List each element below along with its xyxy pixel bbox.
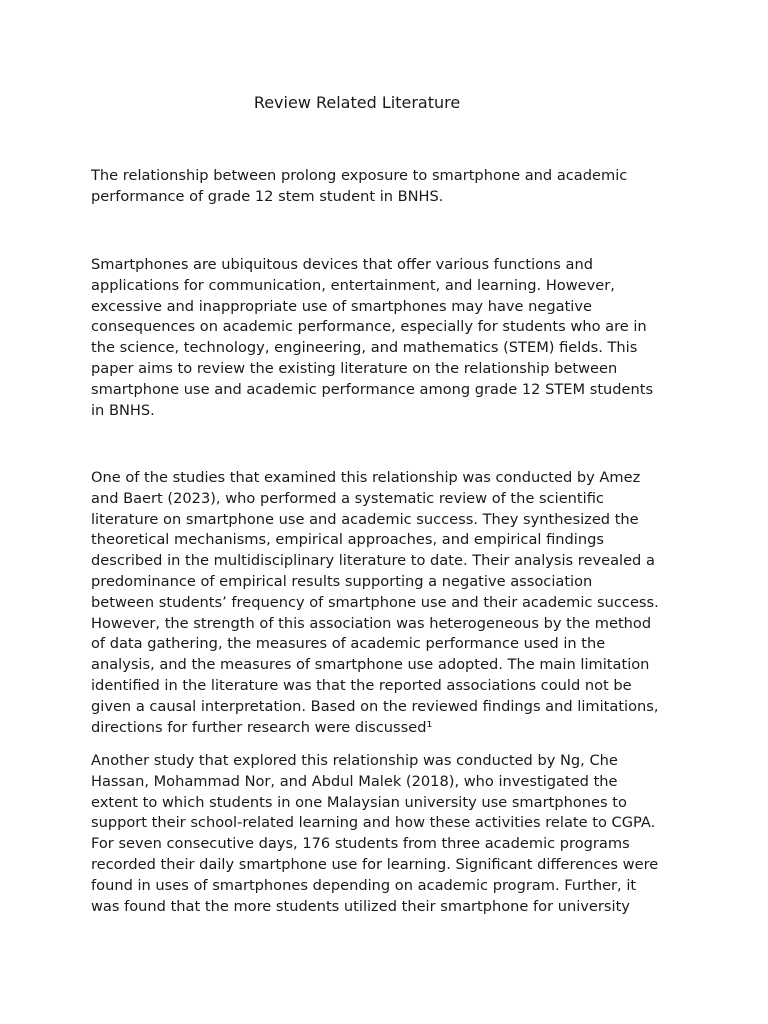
- text-line: given a causal interpretation. Based on the reviewed findings and limitations,: [91, 697, 659, 715]
- text-line: was found that the more students utilized their smartphone for university: [91, 897, 630, 915]
- text-line: Another study that explored this relationship was conducted by Ng, Che: [91, 752, 618, 769]
- text-line: The relationship between prolong exposure to smartphone and academic: [91, 167, 628, 184]
- paragraph-introduction: [91, 255, 691, 421]
- paragraph-topic: [91, 166, 691, 208]
- text-line: However, the strength of this association was heterogeneous by the method: [91, 614, 652, 632]
- text-line: of data gathering, the measures of academic performance used in the: [91, 635, 606, 653]
- text-line: extent to which students in one Malaysian university use smartphones to: [91, 793, 627, 811]
- text-line: applications for communication, entertainment, and learning. However,: [91, 276, 615, 294]
- text-line: directions for further research were discussed¹: [91, 718, 433, 736]
- text-line: consequences on academic performance, especially for students who are in: [91, 318, 647, 336]
- text-line: Hassan, Mohammad Nor, and Abdul Malek (2018), who investigated the: [91, 772, 618, 790]
- text-line: found in uses of smartphones depending on academic program. Further, it: [91, 876, 637, 894]
- text-line: identified in the literature was that the reported associations could not be: [91, 676, 632, 694]
- text-line: excessive and inappropriate use of smartphones may have negative: [91, 297, 592, 315]
- text-line: in BNHS.: [91, 401, 155, 419]
- text-line: performance of grade 12 stem student in BNHS.: [91, 187, 444, 205]
- text-line: One of the studies that examined this relationship was conducted by Amez: [91, 469, 641, 486]
- paragraph-amez-baert: [91, 468, 691, 738]
- text-line: support their school-related learning and how these activities relate to CGPA.: [91, 814, 656, 832]
- text-line: recorded their daily smartphone use for learning. Significant differences were: [91, 855, 659, 873]
- text-line: paper aims to review the existing literature on the relationship between: [91, 359, 618, 377]
- text-line: Smartphones are ubiquitous devices that offer various functions and: [91, 256, 593, 273]
- page-title: Review Related Literature: [253, 93, 461, 112]
- text-line: smartphone use and academic performance among grade 12 STEM students: [91, 380, 654, 398]
- text-line: between students’ frequency of smartphone use and their academic success.: [91, 593, 659, 611]
- text-line: and Baert (2023), who performed a systematic review of the scientific: [91, 489, 604, 507]
- text-line: analysis, and the measures of smartphone use adopted. The main limitation: [91, 656, 650, 674]
- text-line: described in the multidisciplinary literature to date. Their analysis revealed a: [91, 552, 655, 570]
- text-line: For seven consecutive days, 176 students from three academic programs: [91, 835, 630, 853]
- paragraph-ng-et-al: [91, 751, 691, 917]
- text-line: predominance of empirical results supporting a negative association: [91, 572, 593, 590]
- text-line: literature on smartphone use and academic success. They synthesized the: [91, 510, 639, 528]
- text-line: theoretical mechanisms, empirical approaches, and empirical findings: [91, 531, 604, 549]
- text-line: the science, technology, engineering, and mathematics (STEM) fields. This: [91, 339, 638, 357]
